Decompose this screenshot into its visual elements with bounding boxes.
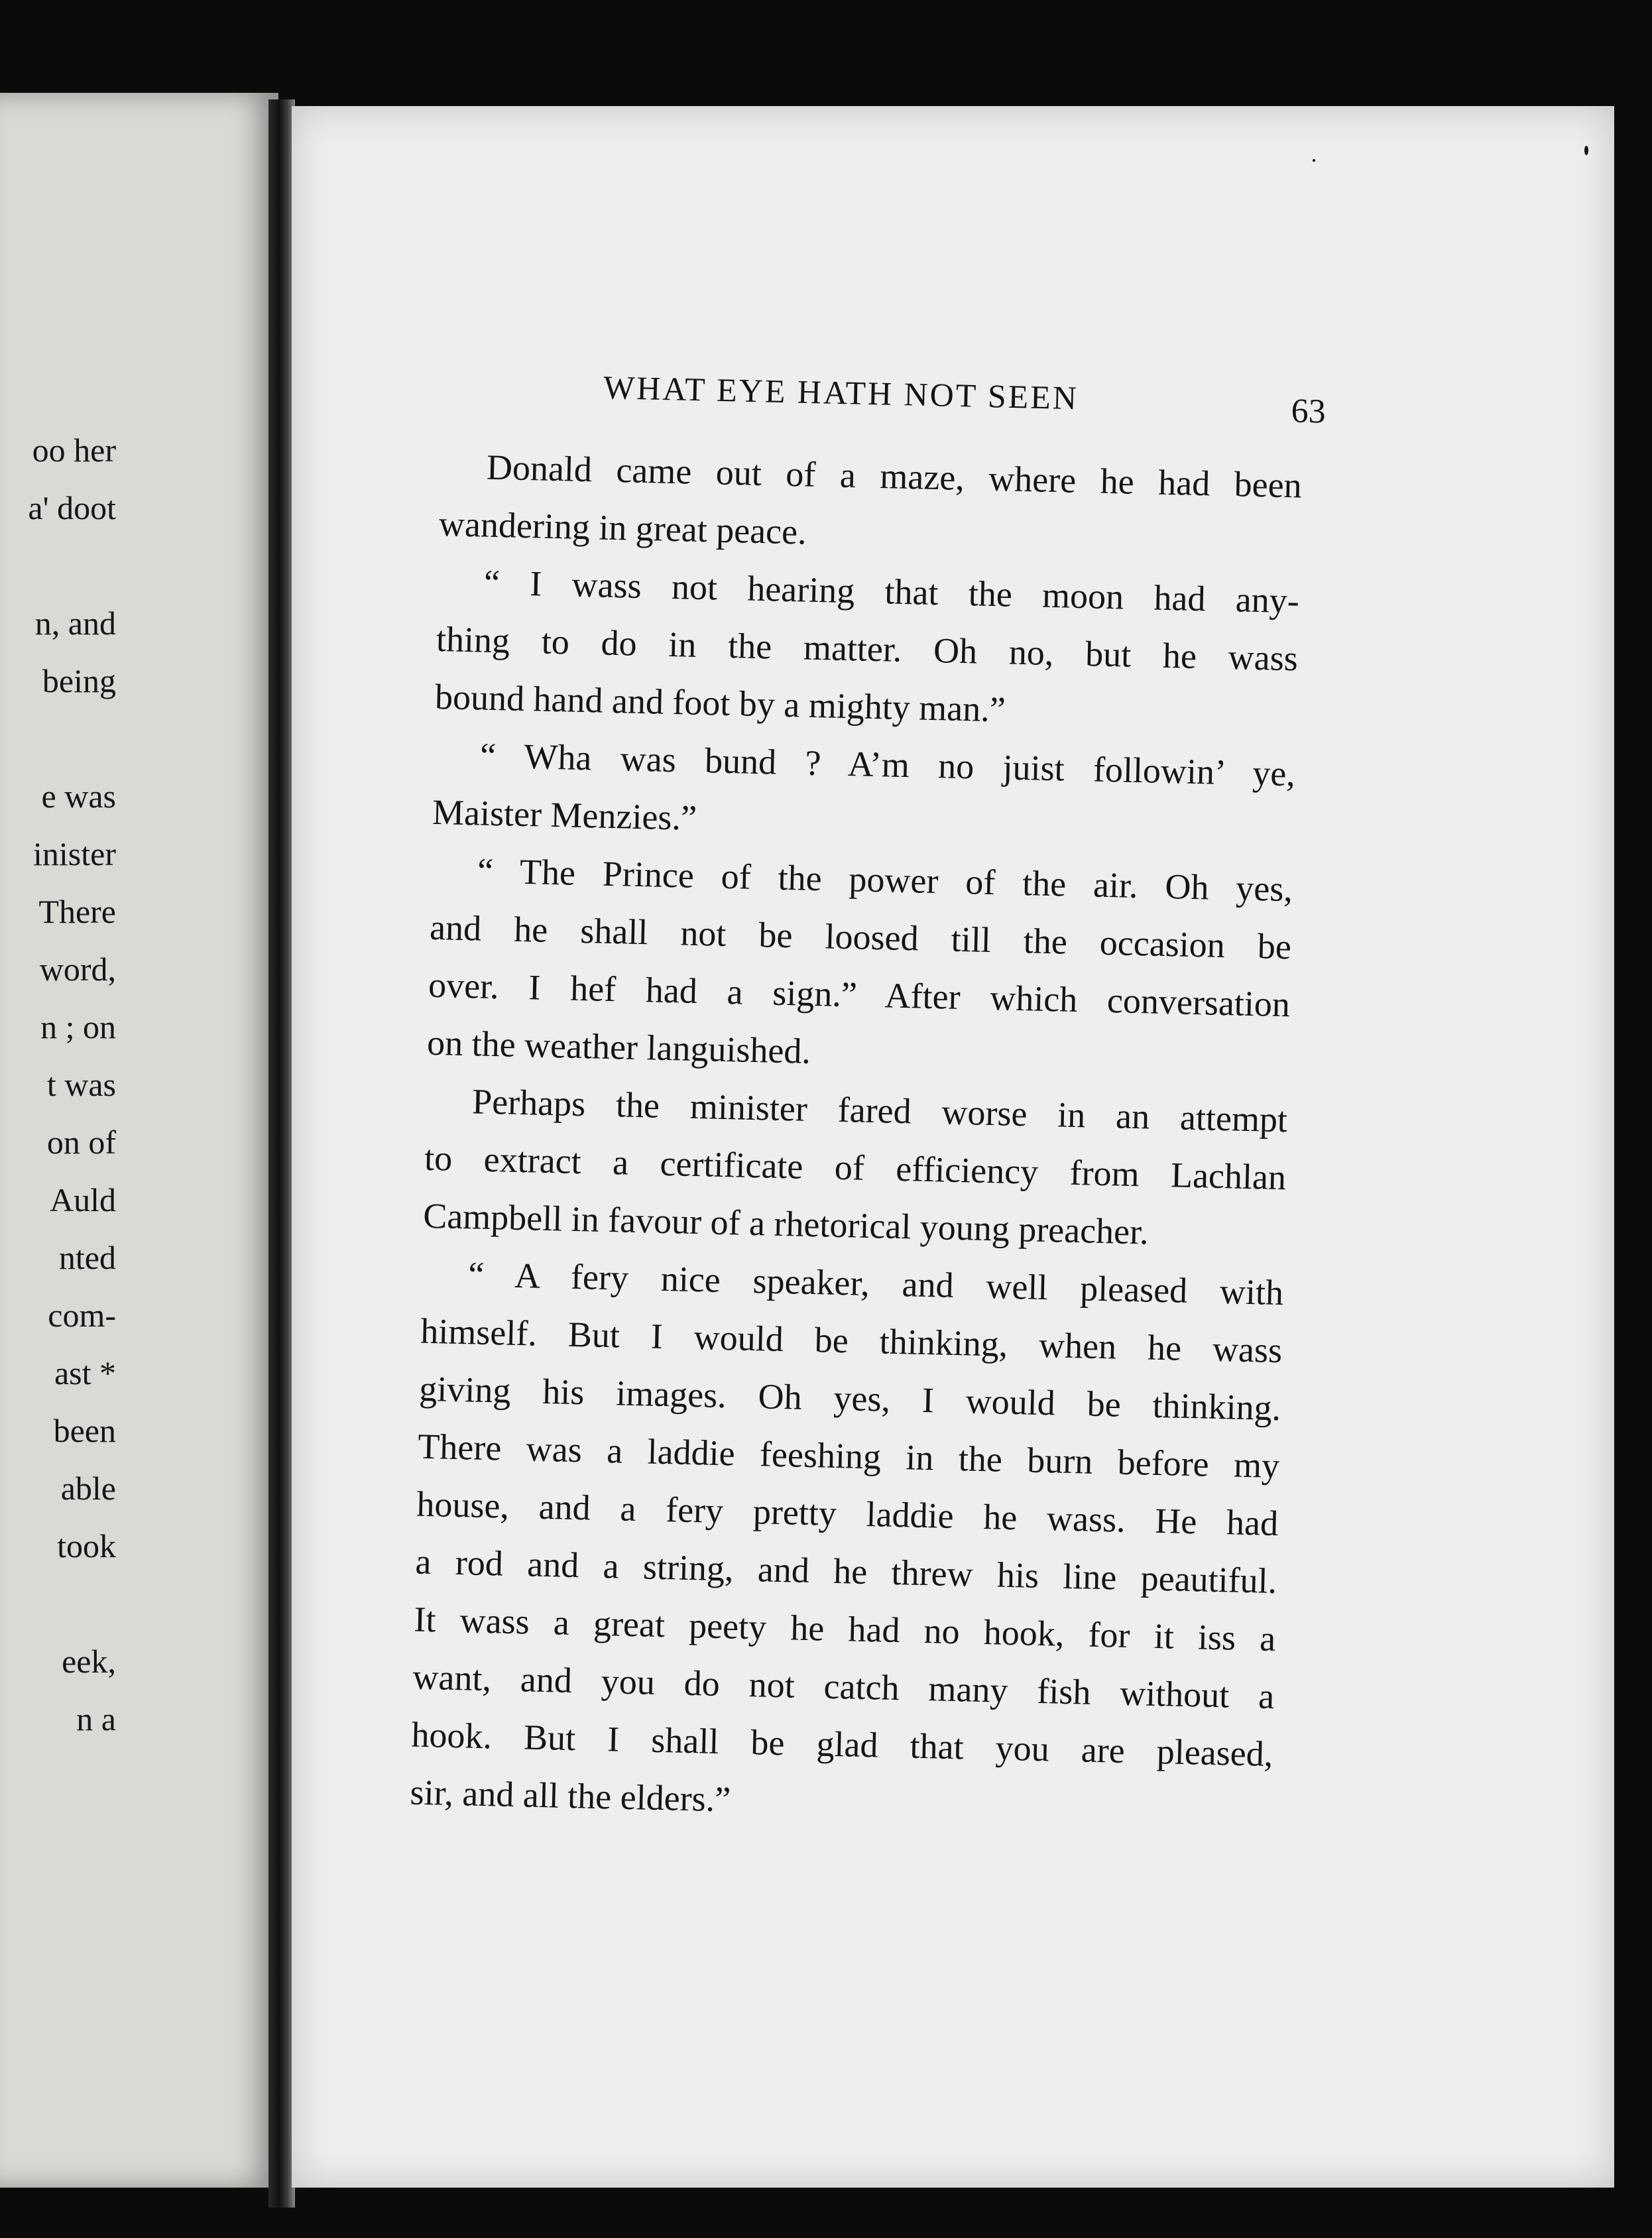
left-page-fragment: a' doot [28, 489, 116, 526]
text-line: to extract a certificate of efficiency from Lachlan [424, 1138, 1287, 1198]
left-page-fragment: t was [46, 1066, 116, 1103]
text-line: over. I hef had a sign.” After which conversation [428, 965, 1291, 1025]
left-page-fragment: eek, [62, 1643, 116, 1680]
page-number: 63 [1291, 392, 1327, 431]
left-page-fragment: took [57, 1527, 116, 1564]
left-page-fragment: Auld [50, 1181, 116, 1218]
left-page-fragment: able [60, 1470, 116, 1507]
text-line: Maister Menzies.” [432, 792, 697, 838]
text-line: and he shall not be loosed till the occasion be [429, 907, 1292, 967]
text-line: There was a laddie feeshing in the burn before my [417, 1426, 1280, 1486]
text-line: hook. But I shall be glad that you are pleased, [410, 1714, 1273, 1774]
left-page-fragment: com- [48, 1297, 116, 1334]
text-line: bound hand and foot by a mighty man.” [434, 676, 1006, 730]
text-line: “ The Prince of the power of the air. Oh yes, [477, 851, 1293, 910]
left-page-fragment: word, [39, 951, 116, 988]
text-line: “ A fery nice speaker, and well pleased with [467, 1254, 1284, 1313]
left-page-fragment: being [42, 662, 116, 699]
text-line: Perhaps the minister fared worse in an attempt [471, 1081, 1288, 1140]
text-line: sir, and all the elders.” [409, 1772, 731, 1820]
text-line: Donald came out of a maze, where he had been [486, 447, 1303, 506]
text-line: giving his images. Oh yes, I would be thinking. [418, 1368, 1281, 1429]
text-line: a rod and a string, and he threw his line peautiful. [414, 1541, 1277, 1602]
text-line: “ Wha was bund ? A’m no juist followin’ ye, [479, 735, 1296, 794]
text-line: house, and a fery pretty laddie he wass. He had [416, 1484, 1279, 1544]
left-page-fragment: ast * [54, 1354, 116, 1391]
text-line: want, and you do not catch many fish without a [412, 1657, 1275, 1717]
left-page [0, 93, 278, 2188]
text-line: on the weather languished. [426, 1022, 811, 1071]
left-page-fragment: nted [58, 1239, 116, 1276]
left-page-fragment: oo her [32, 432, 116, 469]
left-page-fragment: n, and [34, 605, 116, 642]
text-line: Campbell in favour of a rhetorical young preacher. [422, 1195, 1150, 1252]
left-page-fragment: n a [76, 1700, 116, 1737]
text-line: It wass a great peety he had no hook, for it iss a [413, 1599, 1276, 1659]
text-line: “ I wass not hearing that the moon had any- [483, 562, 1300, 621]
text-line: wandering in great peace. [438, 503, 807, 552]
left-page-fragment: been [53, 1412, 116, 1449]
text-line: thing to do in the matter. Oh no, but he wass [436, 618, 1299, 679]
left-page-fragment: on of [46, 1124, 116, 1161]
body-text [410, 438, 1303, 1841]
left-page-fragment: n ; on [40, 1008, 116, 1045]
left-page-fragment: inister [33, 835, 116, 872]
text-line: himself. But I would be thinking, when he wass [420, 1311, 1283, 1371]
left-page-fragment: There [38, 893, 116, 930]
running-title: WHAT EYE HATH NOT SEEN [603, 369, 1079, 417]
book-gutter [268, 99, 295, 2208]
left-page-fragment: e was [41, 778, 116, 815]
